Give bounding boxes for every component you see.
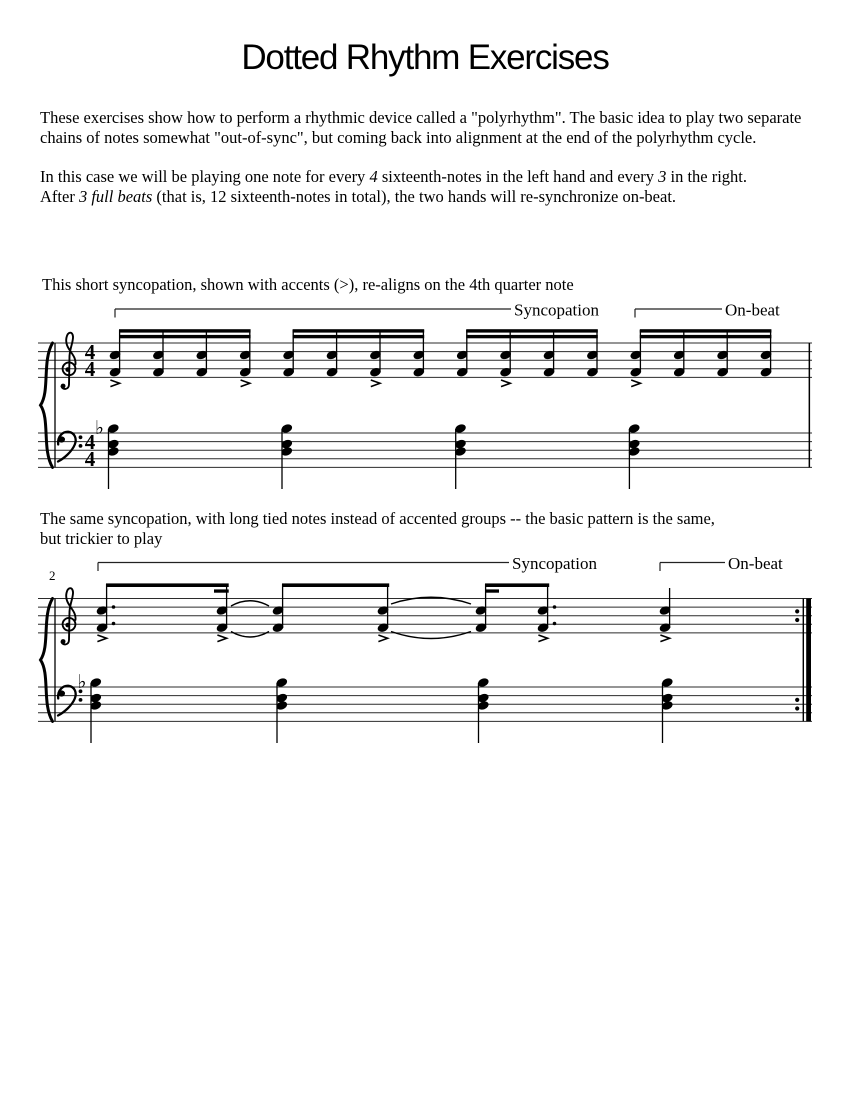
accent-icon bbox=[371, 380, 380, 387]
bass-clef-icon bbox=[58, 432, 82, 462]
time-signature bbox=[85, 340, 96, 381]
beam bbox=[119, 329, 251, 332]
bass-clef-stroke bbox=[58, 686, 76, 716]
beam bbox=[119, 335, 251, 338]
flat-icon: ♭ bbox=[77, 672, 87, 693]
detail-text: (that is, 12 sixteenth-notes in total), the two hands will re-synchronize on-beat. bbox=[152, 187, 677, 206]
treble-staff bbox=[38, 599, 812, 633]
beam bbox=[485, 583, 549, 587]
flat-icon: ♭ bbox=[95, 418, 104, 439]
bass-staff bbox=[38, 433, 812, 467]
onbeat-bracket bbox=[660, 554, 783, 573]
accent-icon bbox=[241, 380, 250, 387]
brace-icon bbox=[41, 599, 53, 722]
beam bbox=[214, 589, 229, 592]
onbeat-bracket bbox=[635, 301, 780, 320]
treble-notes bbox=[108, 329, 772, 386]
tie bbox=[231, 601, 269, 606]
detail-italic-3: 3 bbox=[658, 167, 667, 186]
accent-icon bbox=[110, 380, 119, 387]
augmentation-dot bbox=[553, 622, 557, 626]
beam bbox=[466, 329, 598, 332]
bass-notes bbox=[95, 418, 641, 489]
treble-clef-dot bbox=[61, 384, 66, 389]
caption-system-1: This short syncopation, shown with accents (>), re-aligns on the 4th quarter note bbox=[42, 275, 574, 294]
repeat-dot bbox=[795, 698, 799, 702]
treble-clef-dot bbox=[61, 639, 66, 644]
time-signature-numeral: 4 bbox=[84, 357, 96, 381]
detail-text: in the right. bbox=[666, 167, 748, 186]
repeat-dot bbox=[795, 609, 799, 613]
bass-clef-dot bbox=[79, 444, 83, 448]
detail-text: After bbox=[40, 187, 79, 206]
treble-clef-icon bbox=[61, 588, 76, 644]
measure-number: 2 bbox=[49, 568, 56, 583]
time-signature-numeral: 4 bbox=[84, 339, 96, 364]
accent-icon bbox=[217, 635, 226, 642]
augmentation-dot bbox=[553, 605, 557, 609]
accent-icon bbox=[378, 635, 387, 642]
page-title: Dotted Rhythm Exercises bbox=[241, 38, 609, 77]
onbeat-bracket-label: On-beat bbox=[728, 554, 783, 573]
caption2-line-1: The same syncopation, with long tied notes instead of accented groups -- the basic pattern is the same, bbox=[40, 509, 715, 528]
score-system-1 bbox=[38, 301, 812, 490]
score-system-2 bbox=[38, 554, 812, 743]
accent-icon bbox=[97, 635, 106, 642]
bass-notes bbox=[78, 672, 674, 743]
detail-text: sixteenth-notes in the left hand and every bbox=[377, 167, 659, 186]
beam bbox=[293, 335, 425, 338]
time-signature-numeral: 4 bbox=[84, 429, 96, 454]
detail-italic-3-full-beats: 3 full beats bbox=[78, 187, 153, 206]
repeat-dot bbox=[795, 618, 799, 622]
bass-clef-stroke bbox=[58, 432, 76, 462]
accent-icon bbox=[631, 380, 640, 387]
brace-icon bbox=[41, 343, 53, 467]
bass-chord bbox=[95, 418, 120, 489]
time-signature-numeral: 4 bbox=[84, 447, 96, 471]
beam bbox=[640, 335, 772, 338]
beam bbox=[485, 589, 499, 592]
accent-icon bbox=[501, 380, 510, 387]
treble-clef-stroke bbox=[62, 588, 76, 644]
intro-line-1: These exercises show how to perform a rhythmic device called a "polyrhythm". The basic idea to play two separate bbox=[40, 108, 802, 127]
repeat-barline bbox=[795, 599, 811, 722]
detail-text: In this case we will be playing one note for every bbox=[40, 167, 370, 186]
augmentation-dot bbox=[112, 622, 116, 626]
syncopation-bracket bbox=[115, 301, 599, 320]
barline-thin bbox=[803, 599, 804, 722]
bass-chord bbox=[78, 672, 103, 743]
treble-clef-stroke bbox=[62, 333, 76, 389]
syncopation-bracket-label: Syncopation bbox=[512, 554, 597, 573]
treble-clef-icon bbox=[61, 333, 76, 389]
tied-chord bbox=[658, 588, 671, 642]
syncopation-bracket-label: Syncopation bbox=[514, 300, 599, 320]
augmentation-dot bbox=[112, 605, 116, 609]
beam bbox=[293, 329, 425, 332]
beam bbox=[466, 335, 598, 338]
beam bbox=[282, 583, 389, 587]
beam bbox=[106, 583, 229, 587]
onbeat-bracket-label: On-beat bbox=[725, 300, 780, 320]
bass-clef-dot bbox=[79, 435, 83, 439]
barline bbox=[809, 343, 811, 467]
accent-icon bbox=[538, 635, 547, 642]
barline-thick bbox=[806, 599, 811, 722]
bass-clef-dot bbox=[79, 698, 83, 702]
bass-staff bbox=[38, 687, 812, 721]
detail-italic-4: 4 bbox=[369, 167, 378, 186]
caption2-line-2: but trickier to play bbox=[40, 529, 163, 548]
tie bbox=[231, 632, 269, 638]
repeat-dot bbox=[795, 706, 799, 710]
intro-line-2: chains of notes somewhat "out-of-sync", but coming back into alignment at the end of the polyrhythm cycle. bbox=[40, 128, 757, 147]
beam bbox=[640, 329, 772, 332]
syncopation-bracket bbox=[98, 554, 597, 573]
tied-chord bbox=[271, 584, 284, 633]
accent-icon bbox=[660, 635, 669, 642]
